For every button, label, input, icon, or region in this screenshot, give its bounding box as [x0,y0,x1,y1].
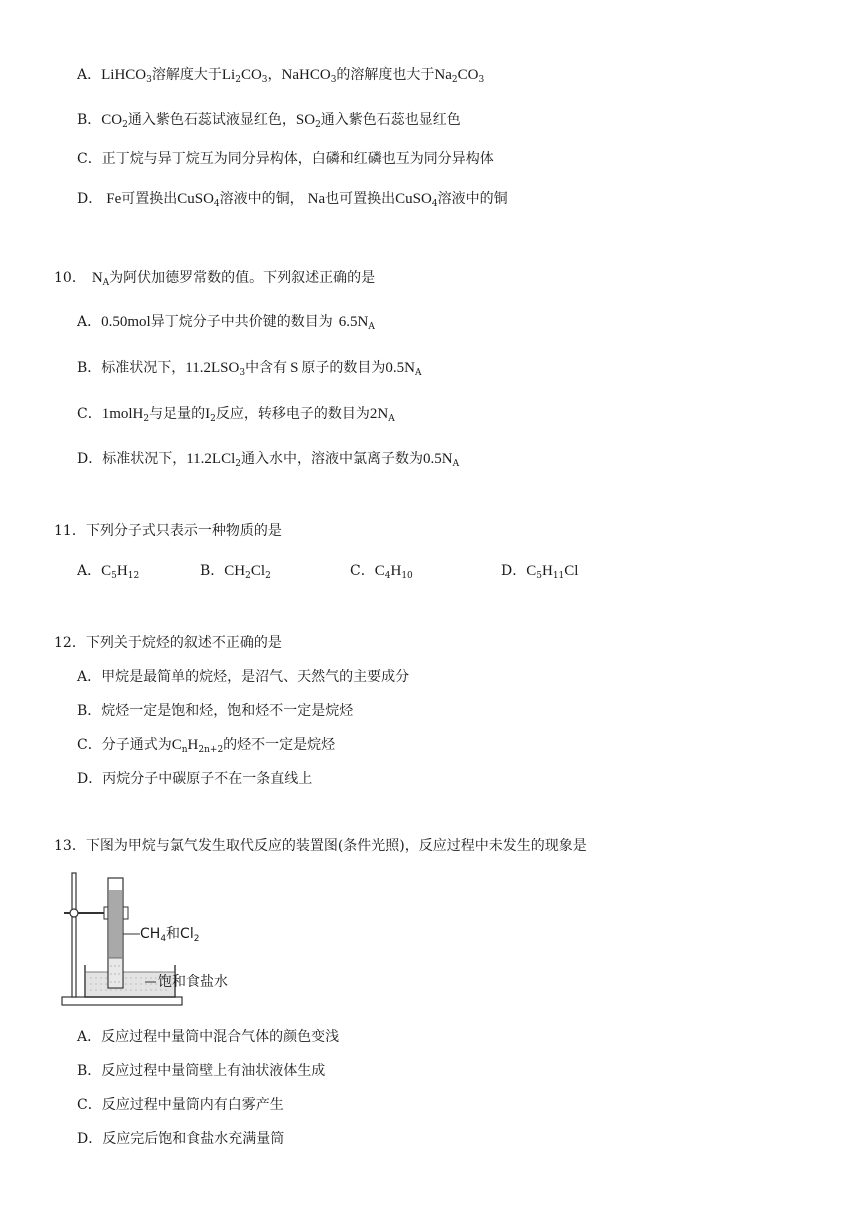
q11-option-d: D．$C_5H_{11}Cl$ [501,563,579,581]
q10-stem: 10． $N_A$为阿伏加德罗常数的值。下列叙述正确的是 [54,270,376,288]
q10-option-d: D．标准状况下，11.2LCl$_2$通入水中，溶液中氯离子数为$0.5N_A$ [77,451,460,469]
q9-option-d: D． Fe可置换出CuSO$_4$溶液中的铜， Na也可置换出CuSO$_4$溶液中的铜 [77,191,508,209]
q12-stem: 12．下列关于烷烃的叙述不正确的是 [54,635,282,651]
liquid-label: 饱和食盐水 [158,974,228,990]
apparatus-figure [60,870,270,1010]
q11-option-c: C．$C_4H_{10}$ [350,563,413,581]
q12-option-b: B．烷烃一定是饱和烃，饱和烃不一定是烷烃 [77,703,354,719]
q13-option-a: A．反应过程中量筒中混合气体的颜色变浅 [77,1029,340,1045]
q10-option-a: A．0.50mol异丁烷分子中共价键的数目为 $6.5N_A$ [77,314,375,332]
q9-option-b: B．$CO_2$通入紫色石蕊试液显红色，$SO_2$通入紫色石蕊也显红色 [77,112,461,130]
q13-stem: 13．下图为甲烷与氯气发生取代反应的装置图(条件光照)，反应过程中未发生的现象是 [54,838,587,854]
q13-option-c: C．反应过程中量筒内有白雾产生 [77,1097,284,1113]
q11-option-b: B．$CH_2Cl_2$ [200,563,271,581]
q9-option-c: C．正丁烷与异丁烷互为同分异构体，白磷和红磷也互为同分异构体 [77,151,494,167]
q12-option-c: C．分子通式为$C_nH_{2n+2}$的烃不一定是烷烃 [77,737,336,755]
q11-stem: 11．下列分子式只表示一种物质的是 [54,523,282,539]
q12-option-d: D．丙烷分子中碳原子不在一条直线上 [77,771,313,787]
q10-option-c: C．1molH$_2$与足量的$I_2$反应，转移电子的数目为$2N_A$ [77,406,395,424]
q11-option-a: A．$C_5H_{12}$ [77,563,140,581]
q13-option-d: D．反应完后饱和食盐水充满量筒 [77,1131,285,1147]
q10-option-b: B．标准状况下，$11.2LSO_3$中含有 S 原子的数目为$0.5N_A$ [77,360,422,378]
q13-option-b: B．反应过程中量筒壁上有油状液体生成 [77,1063,326,1079]
q9-option-a: A．LiHCO$_3$溶解度大于$Li_2CO_3$，NaHCO$_3$的溶解度也大于$Na_2CO_3$ [77,67,485,85]
q12-option-a: A．甲烷是最简单的烷烃，是沼气、天然气的主要成分 [77,669,410,685]
gas-label: $CH_4$和$Cl_2$ [140,926,200,944]
